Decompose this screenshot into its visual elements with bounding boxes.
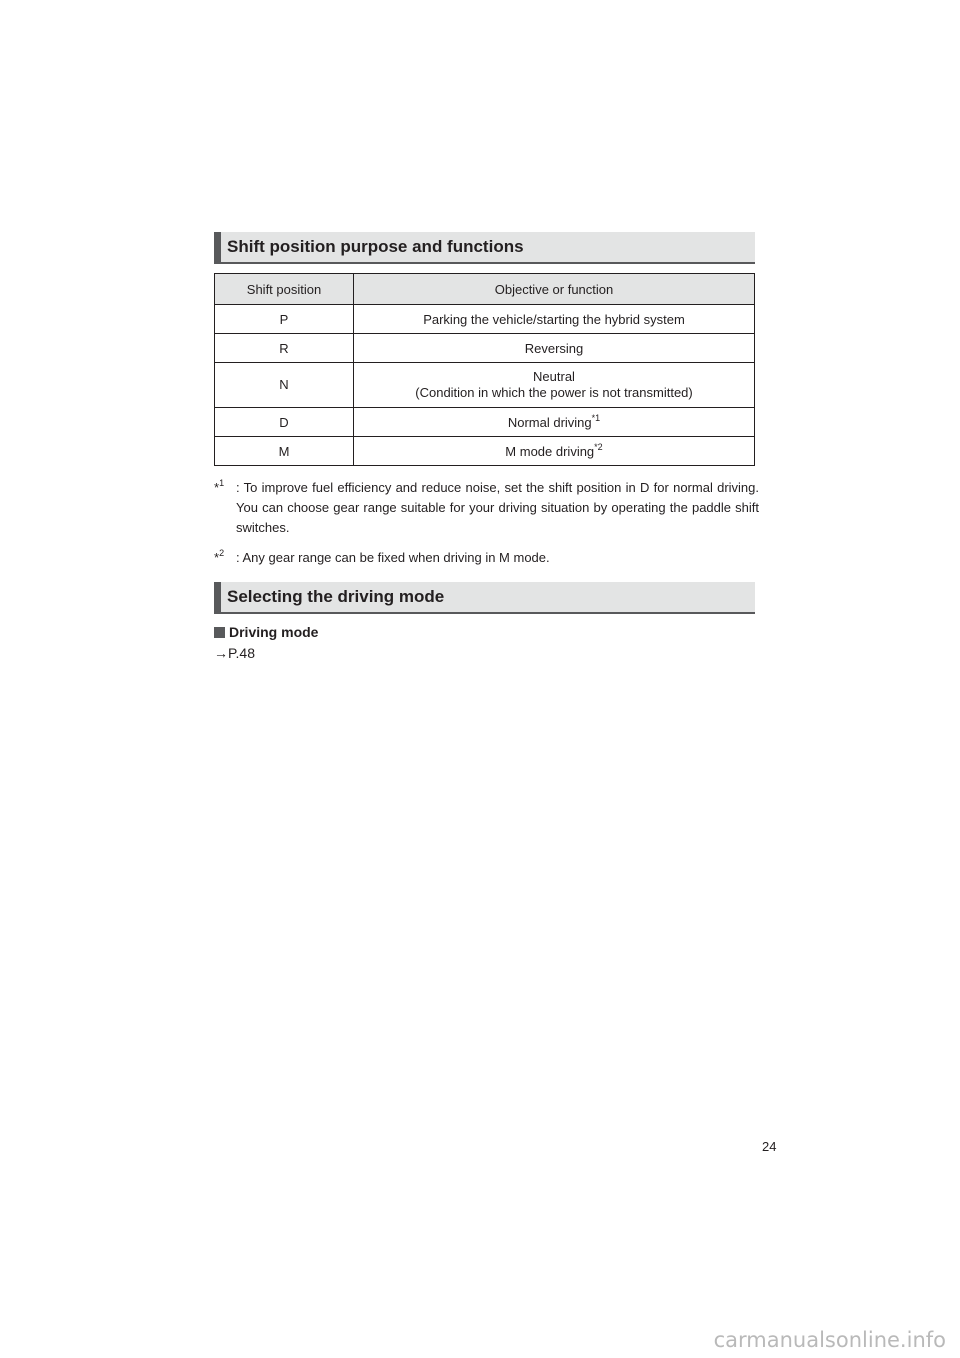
section-header-driving-mode: [214, 582, 755, 614]
watermark: carmanualsonline.info: [713, 1328, 946, 1352]
function-text: Normal driving: [507, 414, 592, 430]
footnote-2: [214, 548, 759, 568]
table-header-row: [215, 274, 755, 305]
page-reference-link[interactable]: [214, 645, 255, 661]
shift-position-table: [214, 273, 755, 466]
function-text: M mode driving: [505, 443, 595, 459]
table-row: [215, 437, 755, 466]
subheading-text: Driving mode: [229, 624, 319, 640]
arrow-right-icon: →: [214, 645, 228, 661]
page-reference-text: P.48: [228, 645, 255, 661]
footnote-marker: *$^1$: [214, 478, 225, 495]
page-number: 24: [762, 1139, 777, 1154]
shift-position-cell: D: [215, 408, 354, 437]
table-row: [215, 408, 755, 437]
subheading-driving-mode: [214, 624, 318, 640]
table-row: [215, 334, 755, 363]
table-row: [215, 305, 755, 334]
shift-position-cell: M: [215, 437, 354, 466]
column-header-shift-position: Shift position: [215, 274, 354, 305]
footnote-ref: *2: [594, 441, 603, 452]
shift-position-cell: N: [215, 363, 354, 408]
function-text: Neutral: [533, 369, 575, 384]
function-cell: [354, 437, 755, 466]
square-bullet-icon: [214, 627, 225, 638]
section-title: Shift position purpose and functions: [227, 237, 524, 256]
shift-position-cell: P: [215, 305, 354, 334]
footnote-ref: *1: [591, 412, 601, 423]
function-cell: Reversing: [354, 334, 755, 363]
section-header-shift-position: [214, 232, 755, 264]
footnote-1: [214, 478, 759, 538]
footnote-marker: *$^2$: [214, 548, 225, 565]
column-header-objective: Objective or function: [354, 274, 755, 305]
function-cell: [354, 363, 755, 408]
function-text-line2: (Condition in which the power is not transmitted): [415, 385, 693, 400]
function-cell: Parking the vehicle/starting the hybrid system: [354, 305, 755, 334]
footnote-text: : To improve fuel efficiency and reduce noise, set the shift position in D for normal driving. You can choose gear range suitable for your driving situation by operating the paddle shift switches.: [236, 480, 759, 535]
footnote-text: : Any gear range can be fixed when driving in M mode.: [236, 550, 550, 565]
table-row: [215, 363, 755, 408]
section-title: Selecting the driving mode: [227, 587, 445, 606]
shift-position-cell: R: [215, 334, 354, 363]
function-cell: [354, 408, 755, 437]
